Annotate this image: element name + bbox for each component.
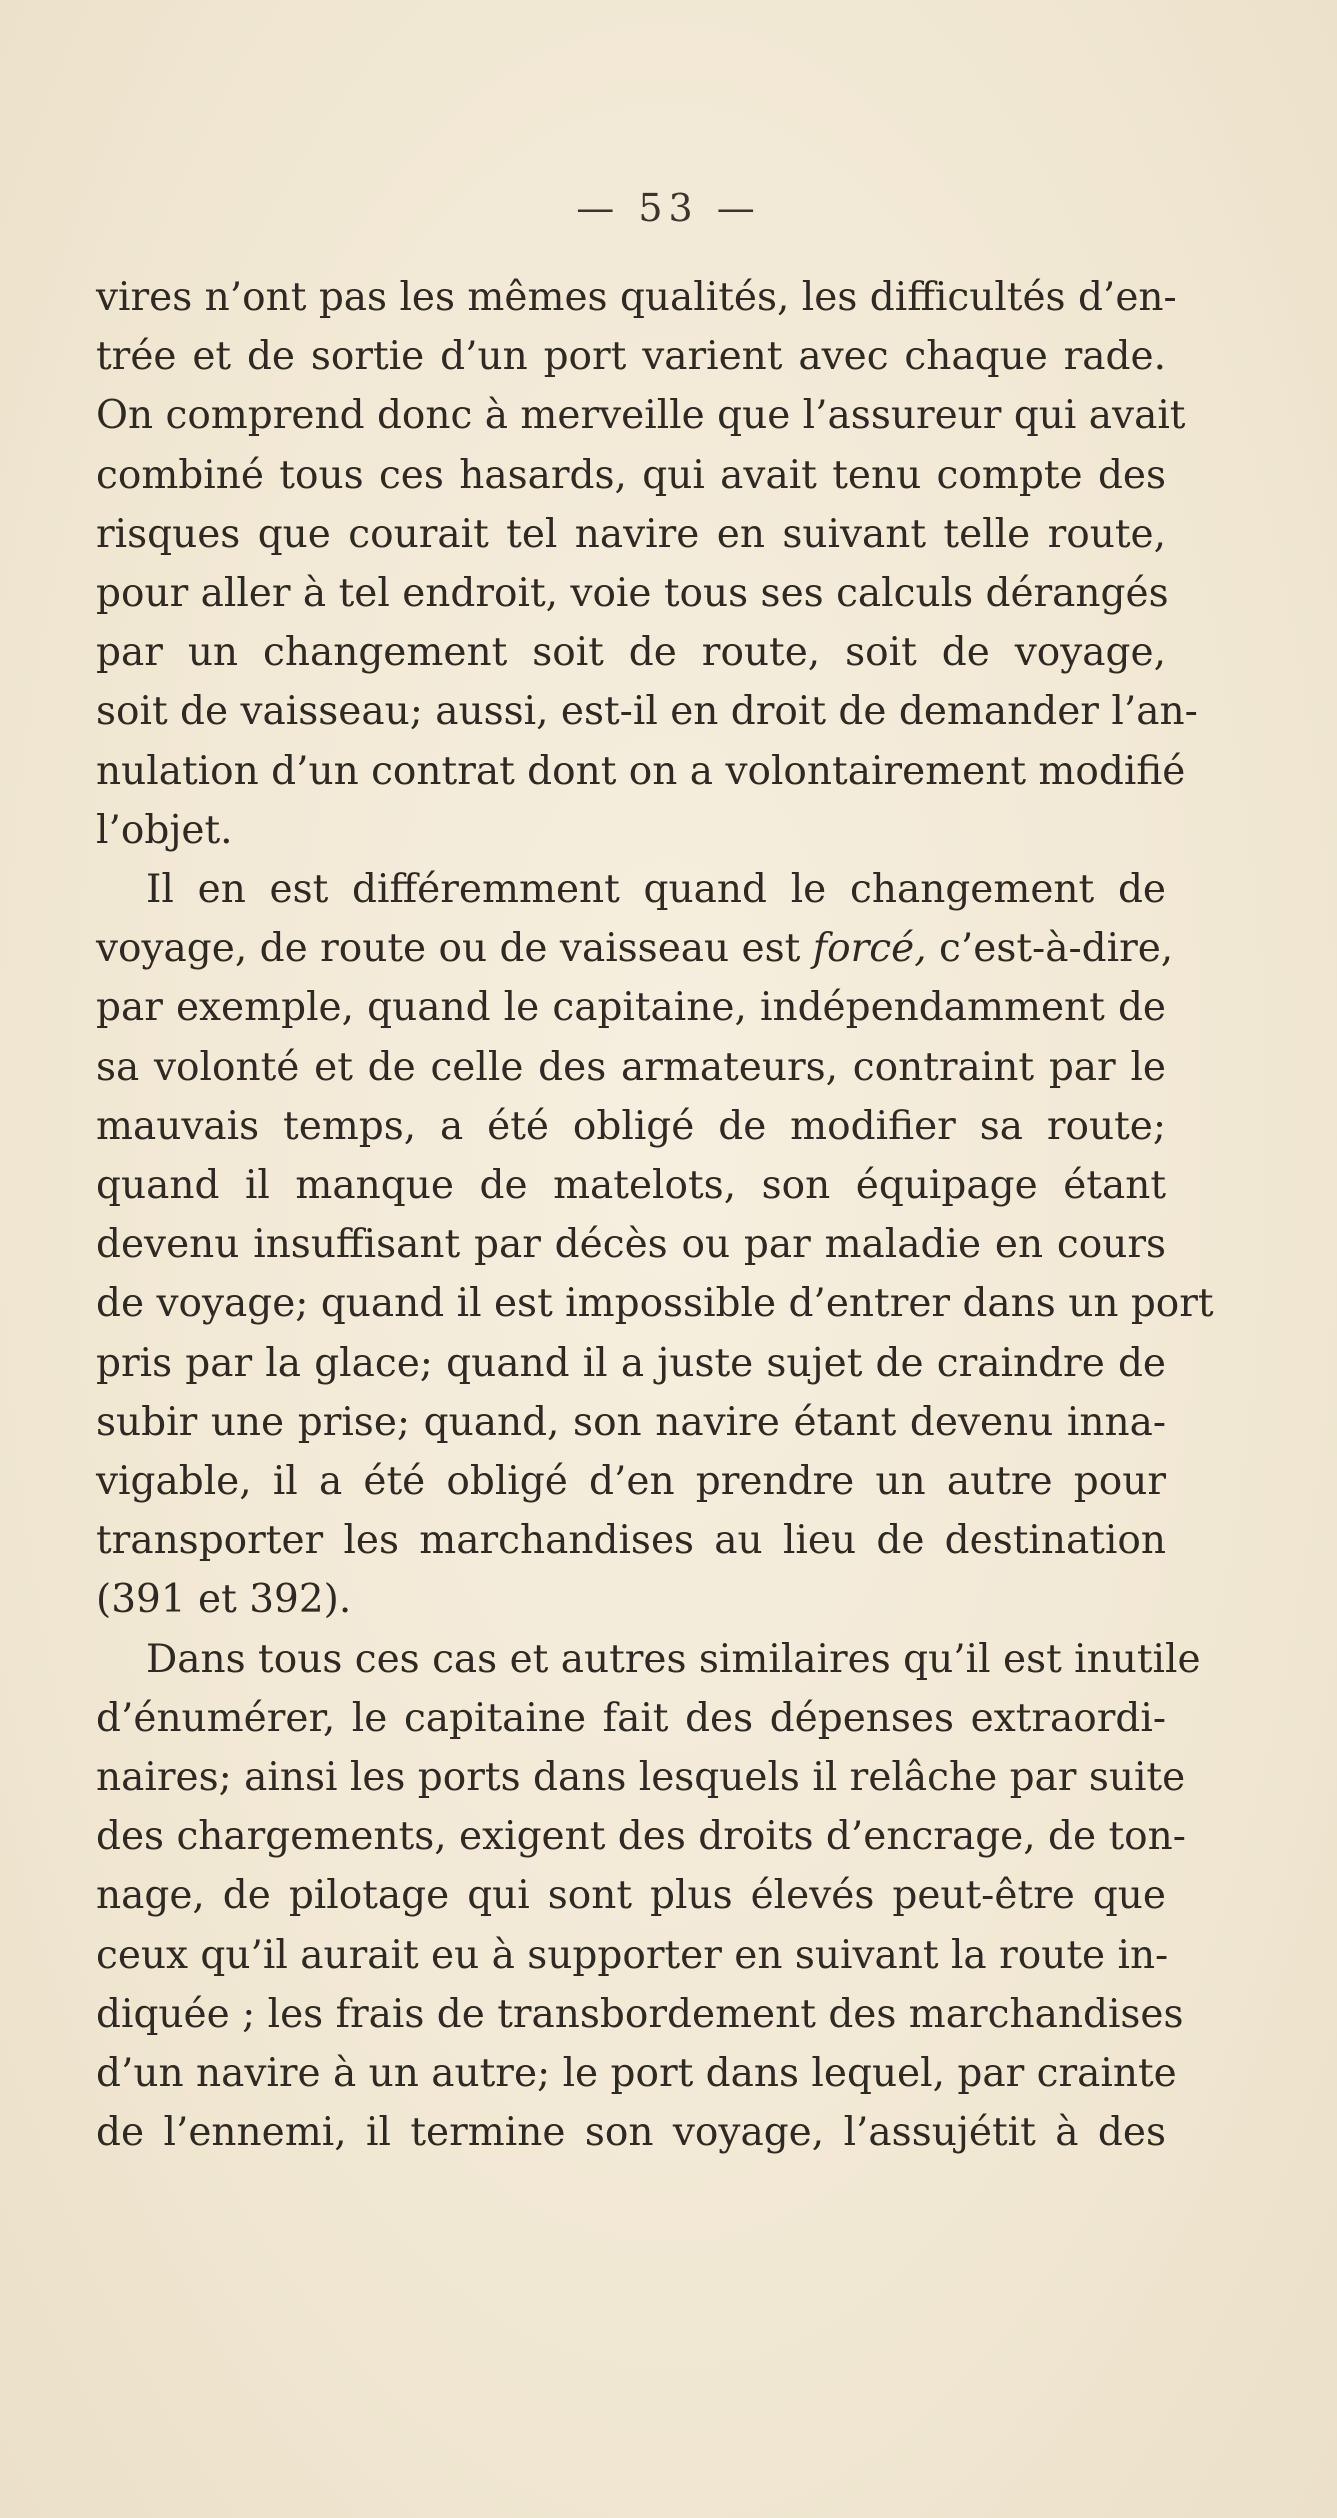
page-number-header: — 53 — — [576, 186, 761, 230]
text-segment: voyage, de route ou de vaisseau est — [96, 926, 801, 972]
text-line: nage, de pilotage qui sont plus élevés peut-être que — [96, 1873, 1166, 1919]
text-segment: c’est-à-dire, — [939, 926, 1174, 972]
text-line: de l’ennemi, il termine son voyage, l’assujétit à des — [96, 2110, 1166, 2156]
text-line: de voyage; quand il est impossible d’entrer dans un port — [96, 1281, 1214, 1327]
text-line: pris par la glace; quand il a juste sujet de craindre de — [96, 1340, 1166, 1386]
text-line: l’objet. — [96, 807, 233, 853]
paragraph-1 — [96, 268, 1198, 860]
text-line: combiné tous ces hasards, qui avait tenu compte des — [96, 452, 1166, 498]
text-line: diquée ; les frais de transbordement des marchandises — [96, 1991, 1184, 2037]
text-line: vigable, il a été obligé d’en prendre un autre pour — [96, 1459, 1166, 1505]
text-line: naires; ainsi les ports dans lesquels il relâche par suite — [96, 1755, 1186, 1801]
text-line: transporter les marchandises au lieu de destination — [96, 1518, 1166, 1564]
text-line: devenu insuffisant par décès ou par maladie en cours — [96, 1222, 1166, 1268]
text-line: vires n’ont pas les mêmes qualités, les difficultés d’en- — [96, 275, 1177, 320]
text-line: nulation d’un contrat dont on a volontairement modifié — [96, 748, 1186, 794]
italic-word: forcé, — [812, 926, 927, 972]
text-line: On comprend donc à merveille que l’assureur qui avait — [96, 393, 1186, 439]
text-line: par un changement soit de route, soit de voyage, — [96, 630, 1166, 676]
text-line: Dans tous ces cas et autres similaires qu’il est inutile — [146, 1636, 1201, 1682]
text-line: sa volonté et de celle des armateurs, contraint par le — [96, 1044, 1166, 1090]
text-line: Il en est différemment quand le changement de — [146, 867, 1166, 913]
text-line: ceux qu’il aurait eu à supporter en suivant la route in- — [96, 1932, 1169, 1978]
text-line: risques que courait tel navire en suivant telle route, — [96, 511, 1166, 557]
text-line: pour aller à tel endroit, voie tous ses calculs dérangés — [96, 571, 1169, 617]
text-line: mauvais temps, a été obligé de modifier sa route; — [96, 1103, 1166, 1149]
text-line: d’un navire à un autre; le port dans lequel, par crainte — [96, 2051, 1177, 2097]
text-line-with-italic — [96, 919, 1174, 978]
text-line: soit de vaisseau; aussi, est-il en droit de demander l’an- — [96, 689, 1198, 735]
paragraph-3 — [96, 1630, 1201, 2163]
text-line: par exemple, quand le capitaine, indépendamment de — [96, 985, 1166, 1031]
text-line: (391 et 392). — [96, 1577, 352, 1623]
paragraph-2 — [96, 860, 1214, 1630]
text-line: trée et de sortie d’un port varient avec chaque rade. — [96, 334, 1166, 380]
text-line: des chargements, exigent des droits d’encrage, de ton- — [96, 1814, 1186, 1860]
text-line: subir une prise; quand, son navire étant devenu inna- — [96, 1399, 1166, 1445]
text-line: quand il manque de matelots, son équipage étant — [96, 1163, 1166, 1209]
text-line: d’énumérer, le capitaine fait des dépenses extraordi- — [96, 1695, 1166, 1741]
page-body-text — [96, 268, 1214, 2163]
